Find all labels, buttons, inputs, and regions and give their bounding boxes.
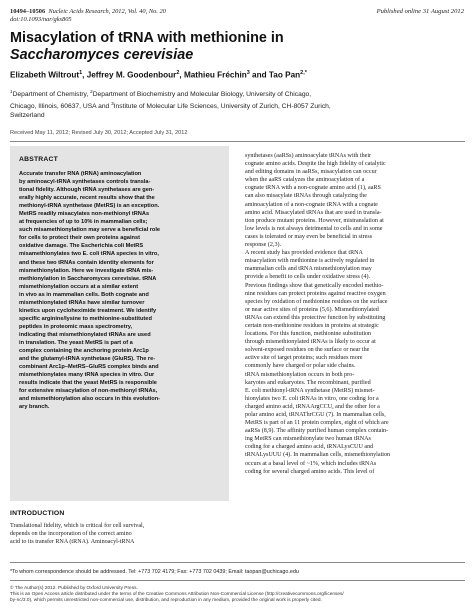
text-line: erally highly accurate, recent results show that the <box>19 195 155 202</box>
text-line: kinetics upon cycloheximide treatment. We identify <box>19 307 157 314</box>
author-affil-sup: 3 <box>246 70 250 76</box>
text-line: mismethionylates many tRNA species in vitro. Our <box>19 372 155 379</box>
text-line: through mismethionylated tRNAs is likely to occur at <box>245 339 376 346</box>
author-name: Elizabeth Wiltrout <box>10 70 80 80</box>
text-line: tion produce mutant proteins. However, mistranslation at <box>245 217 384 224</box>
text-line: peptides in proteomic mass spectrometry, <box>19 323 133 330</box>
text-line: active site of target proteins; such residues more <box>245 355 363 362</box>
text-line: nine residues can protect proteins against reactive oxygen <box>245 290 386 297</box>
body-text-right-column <box>245 152 465 476</box>
title-line-2: Saccharomyces cerevisiae <box>10 47 194 63</box>
text-line: methionyl-tRNA synthetase (MetRS) is an exception. <box>19 203 160 210</box>
affil-sup: 1 <box>10 89 13 94</box>
text-line: commonly have charged or polar side chains. <box>245 363 356 370</box>
affil-text: Chicago, Illinois, 60637, USA and <box>10 103 112 111</box>
affil-sup: 3 <box>111 101 114 107</box>
text-line: misamethionylates two E. coli tRNA species in vitro, <box>19 251 159 258</box>
doi: doi:10.1093/nar/gks805 <box>10 16 72 23</box>
text-line: and these two tRNAs contain identity elements for <box>19 259 154 266</box>
text-line: ary branch. <box>19 404 50 411</box>
text-line: coding for several charged amino acids. This level of <box>245 468 375 475</box>
affiliations <box>10 87 462 120</box>
published-date: Published online 31 August 2012 <box>376 8 464 15</box>
text-line: mammalian cells and tRNA mismethionylation may <box>245 266 372 273</box>
received-dates: Received May 11, 2012; Revised July 30, 2012; Accepted July 31, 2012 <box>10 130 188 136</box>
text-line: at frequencies of up to 10% in mammalian cells; <box>19 219 148 226</box>
text-line: by aminoacyl-tRNA synthetases controls transla- <box>19 179 151 186</box>
abstract-heading: ABSTRACT <box>19 156 58 163</box>
text-line: solvent-exposed residues on the surface or near the <box>245 347 370 354</box>
text-line: E. coli methionyl-tRNA synthetase (MetRS) mismet- <box>245 387 375 394</box>
author-name: Jeffrey M. Goodenbour <box>86 70 177 80</box>
author-affil-sup: 1 <box>79 70 83 76</box>
text-line: such misamethionylation may serve a beneficial role <box>19 227 161 234</box>
text-line: amino acid. Misacylated tRNAs that are used in transla- <box>245 209 382 216</box>
text-line: occurs at a basal level of ~1%, which includes tRNAs <box>245 460 377 467</box>
text-line: coding for a charged amino acid, tRNALysCUU and <box>245 444 374 451</box>
text-line: species by oxidation of methionine residues on the surface <box>245 298 388 305</box>
author-name: Tao Pan <box>268 70 301 80</box>
text-line: aaRSs (8,9). The affinity purified human complex contain- <box>245 428 389 435</box>
correspondence-footnote: *To whom correspondence should be addressed. Tel: +773 702 4179; Fax: +773 702 0439; Email: taopan@uchicago.edu <box>10 569 299 575</box>
author-name: Mathieu Fréchin <box>183 70 247 80</box>
text-line: tional fidelity. Although tRNA synthetases are gen- <box>19 187 155 194</box>
article-title <box>10 30 465 64</box>
text-line: when the aaRS catalyzes the aminoacylation of a <box>245 177 365 184</box>
text-line: in translation. The yeast MetRS is part of a <box>19 339 133 346</box>
license-line: by-nc/3.0), which permits unrestricted non-commercial use, distribution, and reproduction in any medium, provided the original work is properly cited. <box>10 598 322 604</box>
affil-text: Department of Chemistry, <box>12 91 91 99</box>
text-line: or near active sites of proteins (5,6). Mismethionylated <box>245 306 379 313</box>
text-line: mismethionylated tRNAs have similar turnover <box>19 299 145 306</box>
text-line: depends on the incorporation of the correct amino <box>10 531 132 538</box>
text-line: combinant Arc1p–MetRS–GluRS complex binds and <box>19 364 159 371</box>
text-line: tRNAs can extend this protective function by substituting <box>245 314 386 321</box>
text-line: results indicate that the yeast MetRS is responsible <box>19 380 157 387</box>
text-line: A recent study has provided evidence that tRNA <box>245 250 363 257</box>
text-line: mismethionylation. Here we investigate tRNA mis- <box>19 267 154 274</box>
text-line: charged amino acid, tRNAArgCCU, and the other for a <box>245 403 380 410</box>
author-affil-sup: 2 <box>176 70 180 76</box>
text-line: and editing domains in aaRSs, misacylation can occur <box>245 169 377 176</box>
text-line: cognate amino acids. Despite the high fidelity of catalytic <box>245 161 386 168</box>
text-line: cases is tolerated or may even be beneficial in stress <box>245 233 373 240</box>
text-line: Translational fidelity, which is critical for cell survival, <box>10 523 145 529</box>
text-line: and the glutamyl-tRNA synthetase (GluRS). The re- <box>19 356 156 363</box>
text-line: ing MetRS can mismethionylate two human tRNAs <box>245 436 371 443</box>
text-line: and mismethionylation also occurs in this evolution- <box>19 396 161 403</box>
journal-citation: Nucleic Acids Research, 2012, Vol. 40, No. 20 <box>48 8 166 15</box>
text-line: provide a benefit to cells under oxidative stress (4). <box>245 274 371 281</box>
text-line: specific arginine/lysine to methionine-substituted <box>19 315 152 322</box>
text-line: complex containing the anchoring protein Arc1p <box>19 348 149 355</box>
text-line: hionylates two E. coli tRNAs in vitro, one coding for a <box>245 395 379 402</box>
text-line: low levels is not always detrimental to cells and in some <box>245 225 383 232</box>
text-line: cognate tRNA with a non-cognate amino acid (1), aaRS <box>245 185 381 192</box>
affil-text: Switzerland <box>10 112 45 120</box>
text-line: in vivo as in mammalian cells. Both cognate and <box>19 291 149 298</box>
copyright-line: © The Author(s) 2012. Published by Oxford University Press. <box>10 586 138 591</box>
text-line: Previous findings show that genetically encoded methio- <box>245 282 384 289</box>
introduction-heading: INTRODUCTION <box>10 510 65 517</box>
text-line: synthetases (aaRSs) aminoacylate tRNAs with their <box>245 153 372 159</box>
affil-text: Institute of Molecular Life Sciences, University of Zurich, CH-8057 Zurich, <box>113 103 331 111</box>
license-block <box>10 586 465 605</box>
text-line: Accurate transfer RNA (tRNA) aminoacylation <box>19 171 142 177</box>
introduction-text <box>10 522 230 546</box>
page-range: 10494–10506 <box>10 8 46 15</box>
text-line: response (2,3). <box>245 242 282 249</box>
author-affil-sup: 2,* <box>300 70 307 76</box>
text-line: misacylation with methionine is actively regulated in <box>245 258 375 265</box>
affil-text: Department of Biochemistry and Molecular Biology, University of Chicago, <box>92 91 312 99</box>
text-line: tRNA mismethionylation occurs in both pro- <box>245 371 355 378</box>
license-divider <box>10 580 465 581</box>
footnote-divider <box>10 562 465 563</box>
text-line: methionylation in Saccharomyces cerevisiae. tRNA <box>19 275 157 282</box>
text-line: karyotes and eukaryotes. The recombinant, purified <box>245 379 371 386</box>
text-line: polar amino acid, tRNAThrCGU (7). In mammalian cells, <box>245 412 386 418</box>
text-line: mismethionylation occurs at a similar extent <box>19 283 139 290</box>
title-line-1: Misacylation of tRNA with methionine in <box>10 30 284 46</box>
text-line: MetRS is part of an 11 protein complex, eight of which are <box>245 420 389 427</box>
text-line: MetRS readily misacylates non-methionyl tRNAs <box>19 211 150 218</box>
text-line: can also misacylate tRNAs through catalyzing the <box>245 193 367 200</box>
running-header <box>10 8 166 24</box>
text-line: oxidative damage. The Escherichia coli MetRS <box>19 243 144 250</box>
text-line: aminoacylation of a non-cognate tRNA with a cognate <box>245 201 378 208</box>
text-line: for cells to protect their own proteins against <box>19 235 140 242</box>
license-line: This is an Open Access article distributed under the terms of the Creative Commons Attribution Non-Commercial License (http://creativecommons.org/licenses/ <box>10 592 344 598</box>
text-line: locations. For this function, methionine substitution <box>245 331 372 338</box>
text-line: acid to its transfer RNA (tRNA). Aminoacyl-tRNA <box>10 539 135 546</box>
text-line: for extensive misacylation of non-methionyl tRNAs, <box>19 388 158 395</box>
text-line: tRNALysUUU (4). In mammalian cells, mismethionylation <box>245 452 391 459</box>
text-line: indicating that mismethionylated tRNAs are used <box>19 331 151 338</box>
author-list: Elizabeth Wiltrout$^1$, Jeffrey M. Goodenbour$^2$, Mathieu Fréchin$^3$ and Tao Pan$^{2,*}$ <box>10 70 307 80</box>
affil-sup: 2 <box>90 89 93 94</box>
header-divider <box>10 141 465 142</box>
text-line: certain non-methionine residues in proteins at strategic <box>245 322 379 329</box>
abstract-text <box>19 170 220 411</box>
